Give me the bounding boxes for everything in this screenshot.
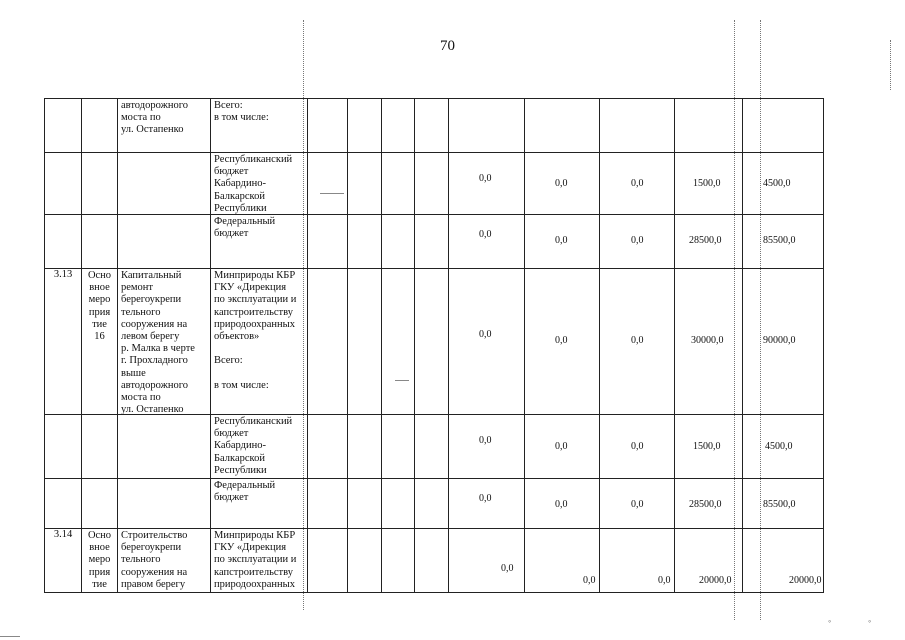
scan-artifact-dash xyxy=(395,380,409,381)
cell-value-1: 0,0 xyxy=(448,214,524,268)
scan-artifact-dash xyxy=(320,193,344,194)
cell-value-5: 4500,0 xyxy=(742,414,824,478)
cell-value-4: 28500,0 xyxy=(674,478,742,528)
cell-type xyxy=(81,478,117,528)
cell-value-4: 1500,0 xyxy=(674,152,742,214)
cell-empty xyxy=(307,98,347,152)
cell-event-name xyxy=(117,152,210,214)
cell-empty xyxy=(307,528,347,592)
table-bottom-border xyxy=(44,592,824,593)
cell-empty xyxy=(307,268,347,414)
cell-value-1: 0,0 xyxy=(448,414,524,478)
cell-empty xyxy=(347,98,381,152)
cell-funding-source: Минприроды КБР ГКУ «Дирекция по эксплуатации и капстроительству природоохранных объектов» Всего: в том числе: xyxy=(210,268,307,414)
cell-event-name xyxy=(117,414,210,478)
cell-empty xyxy=(347,528,381,592)
scan-artifact-dash xyxy=(0,636,20,637)
table-row xyxy=(44,528,824,592)
table-row xyxy=(44,414,824,478)
cell-empty xyxy=(381,268,414,414)
cell-value-4: 1500,0 xyxy=(674,414,742,478)
cell-value-4: 28500,0 xyxy=(674,214,742,268)
cell-empty xyxy=(381,152,414,214)
cell-empty xyxy=(414,414,448,478)
page-number: 70 xyxy=(440,38,455,54)
cell-number xyxy=(44,414,81,478)
cell-value-1: 0,0 xyxy=(448,478,524,528)
cell-empty xyxy=(347,214,381,268)
cell-value-5: 20000,0 xyxy=(742,528,824,592)
cell-value-2: 0,0 xyxy=(524,528,599,592)
cell-empty xyxy=(307,478,347,528)
cell-number xyxy=(44,152,81,214)
cell-event-name: Капитальный ремонт берегоукрепи тельного сооружения на левом берегу р. Малка в черте г. Прохладного выше автодорожного моста по ул. Остапенко xyxy=(117,268,210,414)
cell-event-name xyxy=(117,214,210,268)
scan-artifact-mark: ◦ xyxy=(828,616,832,626)
cell-empty xyxy=(381,98,414,152)
scan-artifact-line xyxy=(890,40,891,90)
cell-value-3: 0,0 xyxy=(599,478,674,528)
cell-value-2: 0,0 xyxy=(524,268,599,414)
table-row xyxy=(44,268,824,414)
table-row xyxy=(44,98,824,152)
scan-artifact-line xyxy=(760,20,761,620)
cell-value-3: 0,0 xyxy=(599,528,674,592)
cell-value-3 xyxy=(599,98,674,152)
cell-funding-source: Республиканский бюджет Кабардино- Балкарской Республики xyxy=(210,414,307,478)
cell-type xyxy=(81,152,117,214)
cell-empty xyxy=(414,528,448,592)
cell-value-2: 0,0 xyxy=(524,214,599,268)
cell-number: 3.14 xyxy=(44,528,81,592)
scan-artifact-mark: ◦ xyxy=(868,616,872,626)
cell-empty xyxy=(381,478,414,528)
budget-table xyxy=(44,98,824,592)
cell-empty xyxy=(414,268,448,414)
cell-funding-source: Федеральный бюджет xyxy=(210,478,307,528)
cell-value-5: 85500,0 xyxy=(742,478,824,528)
cell-empty xyxy=(347,414,381,478)
cell-value-4: 20000,0 xyxy=(674,528,742,592)
cell-value-1 xyxy=(448,98,524,152)
cell-type xyxy=(81,214,117,268)
cell-empty xyxy=(414,478,448,528)
cell-value-5: 90000,0 xyxy=(742,268,824,414)
cell-empty xyxy=(381,528,414,592)
cell-funding-source: Республиканский бюджет Кабардино- Балкарской Республики xyxy=(210,152,307,214)
cell-empty xyxy=(307,214,347,268)
cell-value-3: 0,0 xyxy=(599,414,674,478)
table-row xyxy=(44,478,824,528)
cell-type: Осно вное меро прия тие xyxy=(81,528,117,592)
cell-funding-source: Минприроды КБР ГКУ «Дирекция по эксплуатации и капстроительству природоохранных xyxy=(210,528,307,592)
cell-empty xyxy=(307,414,347,478)
scan-artifact-line xyxy=(303,20,304,610)
cell-value-1: 0,0 xyxy=(448,152,524,214)
cell-number xyxy=(44,98,81,152)
cell-number xyxy=(44,478,81,528)
cell-event-name: Строительство берегоукрепи тельного сооружения на правом берегу xyxy=(117,528,210,592)
cell-empty xyxy=(347,152,381,214)
cell-empty xyxy=(307,152,347,214)
cell-empty xyxy=(414,98,448,152)
cell-value-3: 0,0 xyxy=(599,214,674,268)
cell-event-name: автодорожного моста по ул. Остапенко xyxy=(117,98,210,152)
cell-empty xyxy=(414,214,448,268)
cell-type: Осно вное меро прия тие 16 xyxy=(81,268,117,414)
cell-value-2 xyxy=(524,98,599,152)
cell-event-name xyxy=(117,478,210,528)
cell-value-1: 0,0 xyxy=(448,268,524,414)
cell-funding-source: Федеральный бюджет xyxy=(210,214,307,268)
cell-value-5: 4500,0 xyxy=(742,152,824,214)
cell-type xyxy=(81,414,117,478)
cell-empty xyxy=(414,152,448,214)
cell-value-1: 0,0 xyxy=(448,528,524,592)
cell-value-4 xyxy=(674,98,742,152)
cell-empty xyxy=(381,214,414,268)
cell-value-2: 0,0 xyxy=(524,414,599,478)
table-row xyxy=(44,152,824,214)
cell-value-3: 0,0 xyxy=(599,152,674,214)
cell-type xyxy=(81,98,117,152)
cell-value-4: 30000,0 xyxy=(674,268,742,414)
cell-value-5: 85500,0 xyxy=(742,214,824,268)
cell-value-5 xyxy=(742,98,824,152)
cell-empty xyxy=(381,414,414,478)
cell-empty xyxy=(347,268,381,414)
cell-value-2: 0,0 xyxy=(524,152,599,214)
cell-number: 3.13 xyxy=(44,268,81,414)
cell-number xyxy=(44,214,81,268)
cell-value-3: 0,0 xyxy=(599,268,674,414)
cell-funding-source: Всего: в том числе: xyxy=(210,98,307,152)
scan-artifact-line xyxy=(734,20,735,620)
cell-empty xyxy=(347,478,381,528)
table-row xyxy=(44,214,824,268)
cell-value-2: 0,0 xyxy=(524,478,599,528)
